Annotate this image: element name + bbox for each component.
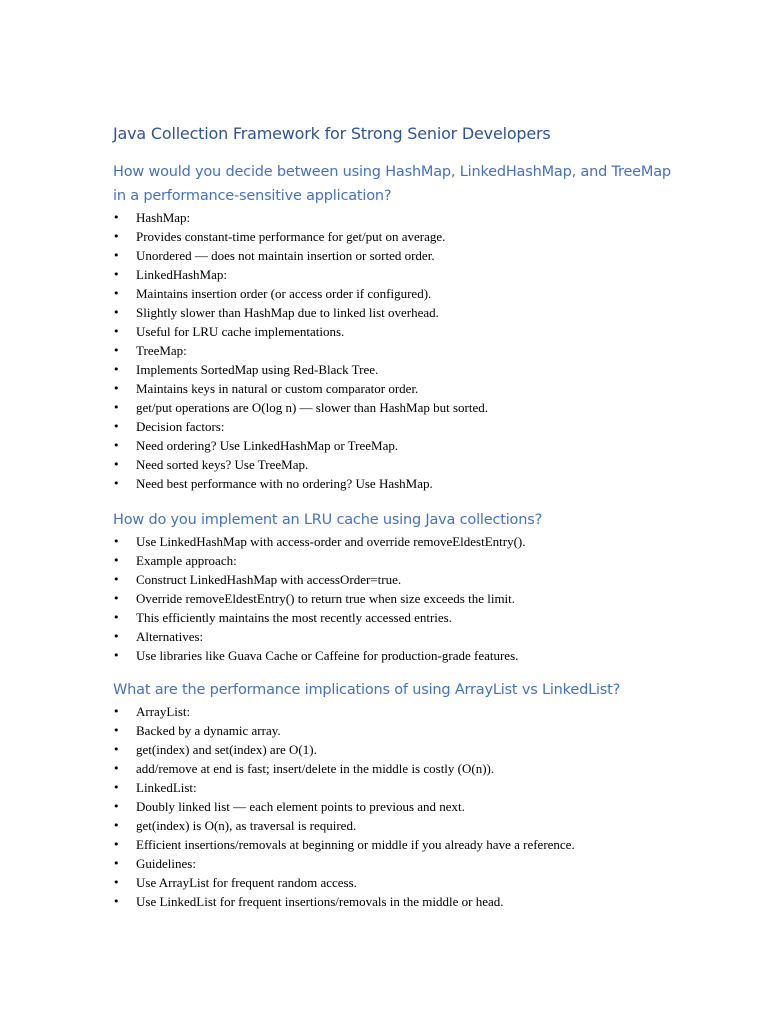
bullet-icon: •: [113, 363, 120, 376]
bullet-icon: •: [113, 781, 120, 794]
list-item: [113, 778, 575, 797]
list-item-text: Useful for LRU cache implementations.: [136, 324, 345, 339]
section-2-heading: [113, 508, 542, 532]
list-item-text: Slightly slower than HashMap due to linked list overhead.: [136, 305, 439, 320]
list-item: [113, 303, 488, 322]
list-item-text: Example approach:: [136, 553, 237, 568]
list-item: [113, 360, 488, 379]
bullet-icon: •: [113, 876, 120, 889]
list-item-text: Maintains keys in natural or custom comparator order.: [136, 381, 419, 396]
list-item-text: This efficiently maintains the most recently accessed entries.: [136, 610, 452, 625]
list-item-text: Backed by a dynamic array.: [136, 723, 281, 738]
list-item-text: Override removeEldestEntry() to return true when size exceeds the limit.: [136, 591, 516, 606]
list-item-text: ArrayList:: [136, 704, 191, 719]
section-3-heading-line-1: What are the performance implications of using ArrayList vs LinkedList?: [113, 682, 621, 698]
bullet-icon: •: [113, 762, 120, 775]
list-item-text: LinkedList:: [136, 780, 197, 795]
bullet-icon: •: [113, 630, 120, 643]
section-3-heading: [113, 678, 620, 702]
list-item: [113, 892, 575, 911]
bullet-icon: •: [113, 800, 120, 813]
bullet-icon: •: [113, 230, 120, 243]
list-item: [113, 702, 575, 721]
bullet-icon: •: [113, 401, 120, 414]
list-item: [113, 532, 526, 551]
document-title: Java Collection Framework for Strong Senior Developers: [113, 124, 551, 143]
bullet-icon: •: [113, 838, 120, 851]
bullet-icon: •: [113, 535, 120, 548]
list-item: [113, 873, 575, 892]
list-item: [113, 759, 575, 778]
list-item-text: HashMap:: [136, 210, 191, 225]
bullet-icon: •: [113, 592, 120, 605]
list-item: [113, 608, 526, 627]
list-item-text: add/remove at end is fast; insert/delete in the middle is costly (O(n)).: [136, 761, 495, 776]
list-item-text: Use libraries like Guava Cache or Caffeine for production-grade features.: [136, 648, 519, 663]
bullet-icon: •: [113, 420, 120, 433]
list-item: [113, 646, 526, 665]
list-item-text: LinkedHashMap:: [136, 267, 227, 282]
list-item: [113, 246, 488, 265]
list-item: [113, 455, 488, 474]
list-item: [113, 589, 526, 608]
bullet-icon: •: [113, 268, 120, 281]
list-item-text: Use LinkedHashMap with access-order and override removeEldestEntry().: [136, 534, 526, 549]
section-1-heading-line-2: in a performance-sensitive application?: [113, 188, 392, 204]
list-item: [113, 227, 488, 246]
list-item: [113, 854, 575, 873]
bullet-icon: •: [113, 249, 120, 262]
list-item-text: Efficient insertions/removals at beginning or middle if you already have a reference.: [136, 837, 575, 852]
list-item-text: Use LinkedList for frequent insertions/removals in the middle or head.: [136, 894, 504, 909]
list-item-text: get(index) is O(n), as traversal is required.: [136, 818, 357, 833]
list-item-text: Need best performance with no ordering? Use HashMap.: [136, 476, 433, 491]
bullet-icon: •: [113, 344, 120, 357]
list-item-text: get/put operations are O(log n) — slower than HashMap but sorted.: [136, 400, 489, 415]
list-item: [113, 551, 526, 570]
list-item-text: Guidelines:: [136, 856, 196, 871]
bullet-icon: •: [113, 611, 120, 624]
bullet-icon: •: [113, 325, 120, 338]
section-1-bullet-list: [113, 208, 488, 493]
list-item: [113, 322, 488, 341]
list-item: [113, 379, 488, 398]
list-item: [113, 265, 488, 284]
list-item-text: Unordered — does not maintain insertion or sorted order.: [136, 248, 435, 263]
list-item: [113, 398, 488, 417]
list-item: [113, 797, 575, 816]
list-item-text: Use ArrayList for frequent random access.: [136, 875, 357, 890]
bullet-icon: •: [113, 439, 120, 452]
bullet-icon: •: [113, 382, 120, 395]
list-item: [113, 417, 488, 436]
bullet-icon: •: [113, 477, 120, 490]
list-item: [113, 570, 526, 589]
bullet-icon: •: [113, 705, 120, 718]
list-item: [113, 341, 488, 360]
list-item-text: Provides constant-time performance for get/put on average.: [136, 229, 446, 244]
list-item-text: Need ordering? Use LinkedHashMap or TreeMap.: [136, 438, 399, 453]
bullet-icon: •: [113, 287, 120, 300]
bullet-icon: •: [113, 743, 120, 756]
list-item-text: Maintains insertion order (or access order if configured).: [136, 286, 432, 301]
list-item-text: TreeMap:: [136, 343, 187, 358]
bullet-icon: •: [113, 649, 120, 662]
list-item: [113, 627, 526, 646]
list-item-text: Alternatives:: [136, 629, 204, 644]
list-item: [113, 816, 575, 835]
list-item-text: Need sorted keys? Use TreeMap.: [136, 457, 309, 472]
section-1-heading: [113, 160, 671, 208]
bullet-icon: •: [113, 573, 120, 586]
list-item: [113, 474, 488, 493]
list-item-text: get(index) and set(index) are O(1).: [136, 742, 317, 757]
section-1-heading-line-1: How would you decide between using HashMap, LinkedHashMap, and TreeMap: [113, 164, 671, 180]
list-item-text: Implements SortedMap using Red-Black Tree.: [136, 362, 379, 377]
bullet-icon: •: [113, 211, 120, 224]
bullet-icon: •: [113, 857, 120, 870]
bullet-icon: •: [113, 819, 120, 832]
section-3-bullet-list: [113, 702, 575, 911]
list-item: [113, 284, 488, 303]
list-item: [113, 740, 575, 759]
list-item: [113, 721, 575, 740]
list-item: [113, 208, 488, 227]
bullet-icon: •: [113, 458, 120, 471]
bullet-icon: •: [113, 306, 120, 319]
section-2-heading-line-1: How do you implement an LRU cache using Java collections?: [113, 512, 543, 528]
bullet-icon: •: [113, 554, 120, 567]
list-item-text: Decision factors:: [136, 419, 225, 434]
list-item-text: Doubly linked list — each element points to previous and next.: [136, 799, 465, 814]
list-item: [113, 436, 488, 455]
section-2-bullet-list: [113, 532, 526, 665]
bullet-icon: •: [113, 895, 120, 908]
bullet-icon: •: [113, 724, 120, 737]
list-item: [113, 835, 575, 854]
list-item-text: Construct LinkedHashMap with accessOrder=true.: [136, 572, 402, 587]
